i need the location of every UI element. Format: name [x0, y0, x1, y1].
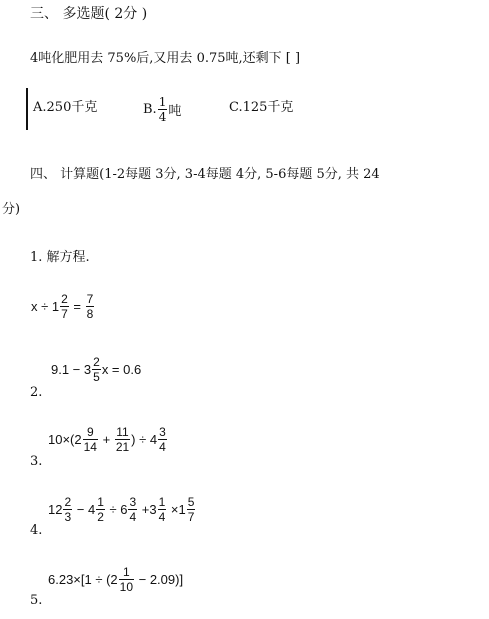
option-c[interactable]: C.125千克 — [229, 100, 294, 115]
item-4-number: 4. — [30, 523, 43, 538]
option-a[interactable]: A.250千克 — [33, 100, 98, 115]
item-2-expression: 9.1 − 3 $\frac{2}{5}$ x = 0.6 — [51, 355, 142, 384]
item-3-number: 3. — [30, 454, 43, 469]
item-5-expression: 6.23×[1 ÷ (2 $\frac{1}{10}$ − 2.09)] — [48, 565, 184, 594]
item-2-number: 2. — [30, 385, 43, 400]
left-margin-bar — [26, 88, 28, 130]
question-text: 4吨化肥用去 75%后,又用去 0.75吨,还剩下 [ ] — [30, 51, 301, 66]
item-1-expression: x ÷ 1 $\frac{2}{7}$ = $\frac{7}{8}$ — [31, 292, 94, 321]
item-3-expression: 10×(2 $\frac{9}{14}$ + $\frac{11}{21}$ ) ÷ 4 $\frac{3}{4}$ — [48, 425, 166, 454]
option-b[interactable] — [143, 96, 181, 123]
section-4-heading-cont: 分) — [2, 202, 21, 217]
option-b-suffix: 吨 — [168, 104, 182, 119]
item-4-expression: 12 $\frac{2}{3}$ − 4 $\frac{1}{2}$ ÷ 6 $\frac{3}{4}$ +3 $\frac{1}{4}$ ×1 $\frac{5}{7}$ — [48, 495, 195, 524]
section-3-heading: 三、 多选题( 2分 ) — [30, 6, 148, 22]
item-1-label: 1. 解方程. — [30, 250, 90, 265]
section-4-heading: 四、 计算题(1-2每题 3分, 3-4每题 4分, 5-6每题 5分, 共 24 — [30, 167, 380, 182]
option-b-fraction: $\frac{1}{4}$ — [158, 95, 167, 124]
item-5-number: 5. — [30, 593, 43, 608]
option-b-prefix: B. — [143, 102, 157, 117]
